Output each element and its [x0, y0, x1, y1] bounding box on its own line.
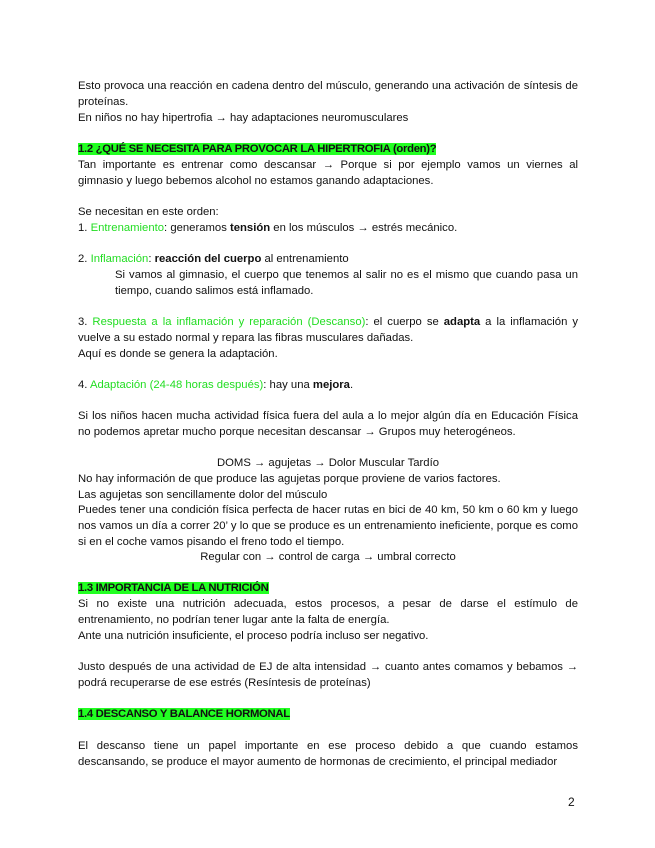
list-item-2-term: Inflamación: [90, 253, 149, 265]
list-item-1-text-b: en los músculos → estrés mecánico.: [270, 222, 458, 234]
doms-note-1: No hay información de que produce las agujetas porque proviene de varios factores.: [78, 473, 501, 485]
list-item-4-text-b: .: [349, 379, 354, 391]
list-item-4-bold: mejora: [312, 379, 350, 391]
doms-note-2: Las agujetas son sencillamente dolor del músculo: [78, 489, 328, 501]
doms-note-3: Puedes tener una condición física perfecta de hacer rutas en bici de 40 km, 50 km o 60 km y luego nos vamos un día a correr 20’ y lo que se produce es un entrenamiento ineficiente, porque es como si en el coche vamos pisando el freno todo el tiempo.: [78, 504, 578, 548]
s13-paragraph-3: Justo después de una actividad de EJ de alta intensidad → cuanto antes comamos y bebamos → podrá recuperarse de ese estrés (Resíntesis de proteínas): [78, 661, 578, 689]
list-item-3-term: Respuesta a la inflamación y reparación (Descanso): [92, 316, 366, 328]
s13-paragraph-2: Ante una nutrición insuficiente, el proceso podría incluso ser negativo.: [78, 630, 429, 642]
intro-note: En niños no hay hipertrofia → hay adaptaciones neuromusculares: [78, 112, 409, 124]
list-item-2-text-b: al entrenamiento: [261, 253, 349, 265]
list-item-2-number: 2.: [78, 253, 88, 265]
list-item-3-text-a: : el cuerpo se: [365, 316, 444, 328]
list-item-1-text-a: : generamos: [164, 222, 230, 234]
list-item-1-number: 1.: [78, 222, 88, 234]
list-item-2-sub: Si vamos al gimnasio, el cuerpo que tenemos al salir no es el mismo que cuando pasa un tiempo, cuando salimos está inflamado.: [115, 269, 578, 297]
intro-paragraph: Esto provoca una reacción en cadena dentro del músculo, generando una activación de síntesis de proteínas.: [78, 80, 578, 108]
list-item-2: [78, 251, 578, 267]
section-1-2-heading-line: [78, 141, 578, 157]
s12-order-intro: Se necesitan en este orden:: [78, 206, 219, 218]
list-item-3-text-b: a la inflamación y vuelve a su estado normal y repara las fibras musculares dañadas.: [78, 316, 579, 344]
section-1-2-heading: 1.2 ¿QUÉ SE NECESITA PARA PROVOCAR LA HIPERTROFIA (orden)?: [78, 143, 437, 155]
list-item-4: [78, 377, 578, 393]
list-item-1-term: Entrenamiento: [90, 222, 165, 234]
regular-line: Regular con → control de carga → umbral correcto: [200, 551, 456, 563]
doms-line: DOMS → agujetas → Dolor Muscular Tardío: [216, 457, 440, 469]
list-item-2-bold: reacción del cuerpo: [154, 253, 262, 265]
list-item-1: [78, 220, 578, 236]
list-item-4-text-a: : hay una: [263, 379, 313, 391]
list-item-3-number: 3.: [78, 316, 88, 328]
list-item-4-term: Adaptación (24-48 horas después): [89, 379, 264, 391]
section-1-4-heading-line: [78, 706, 578, 722]
ninos-paragraph: Si los niños hacen mucha actividad física fuera del aula a lo mejor algún día en Educación Física no podemos apretar mucho porque necesitan descansar → Grupos muy heterogéneos.: [78, 410, 578, 438]
section-1-4-heading: 1.4 DESCANSO Y BALANCE HORMONAL: [78, 708, 290, 720]
list-item-3-bold: adapta: [443, 316, 481, 328]
s12-paragraph-1: Tan importante es entrenar como descansar → Porque si por ejemplo vamos un viernes al gimnasio y luego bebemos alcohol no estamos ganando adaptaciones.: [78, 159, 578, 187]
section-1-3-heading: 1.3 IMPORTANCIA DE LA NUTRICIÓN: [78, 582, 269, 594]
list-item-3: [78, 314, 578, 346]
s14-paragraph-1: El descanso tiene un papel importante en ese proceso debido a que cuando estamos descansando, se produce el mayor aumento de hormonas de crecimiento, el principal mediador: [78, 740, 578, 768]
page-number: 2: [568, 795, 575, 809]
section-1-3-heading-line: [78, 580, 578, 596]
list-item-1-bold: tensión: [229, 222, 271, 234]
list-item-4-number: 4.: [78, 379, 88, 391]
list-item-3-line-2: Aquí es donde se genera la adaptación.: [78, 348, 278, 360]
s13-paragraph-1: Si no existe una nutrición adecuada, estos procesos, a pesar de darse el estímulo de entrenamiento, no podrían tener lugar ante la falta de energía.: [78, 598, 578, 626]
list-item-2-text-a: :: [148, 253, 155, 265]
